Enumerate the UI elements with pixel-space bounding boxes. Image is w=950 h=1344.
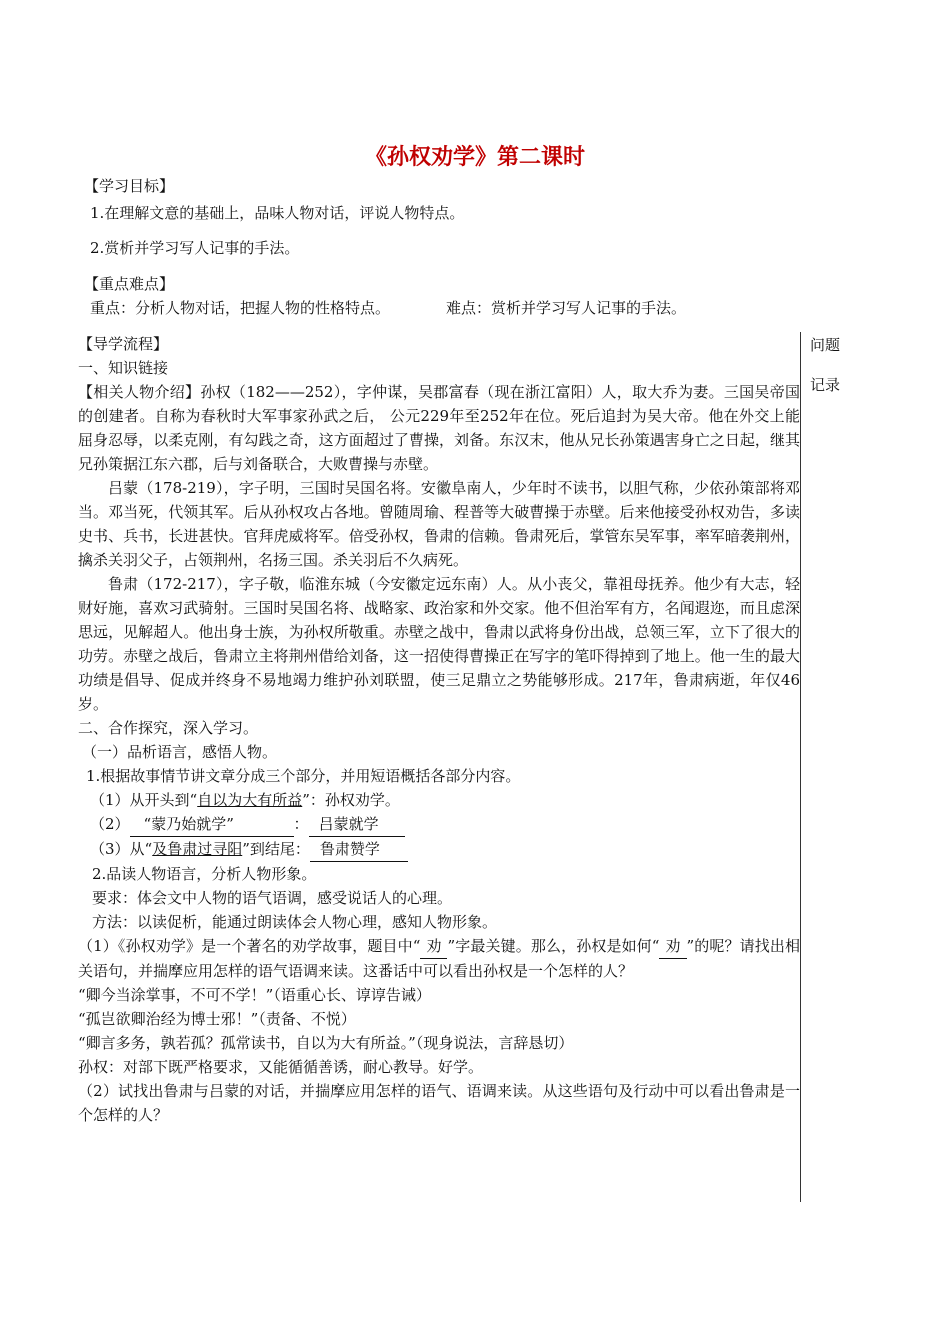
guide-section xyxy=(78,332,800,1127)
part-2-answer: 吕蒙就学 xyxy=(309,812,405,837)
bio-lu-su: 鲁肃（172-217），字子敬，临淮东城（今安徽定远东南）人。从小丧父，靠祖母抚养。他少有大志，轻财好施，喜欢习武骑射。三国时吴国名将、战略家、政治家和外交家。他不但治军有方，名闻遐迩，而且虑深思远，见解超人。他出身士族，为孙权所敬重。赤壁之战中，鲁肃以武将身份出战，总领三军，立下了很大的功劳。赤壁之战后，鲁肃立主将荆州借给刘备，这一招使得曹操正在写字的笔吓得掉到了地上。他一生的最大功绩是倡导、促成并终身不易地竭力维护孙刘联盟，使三足鼎立之势能够形成。217年，鲁肃病逝，年仅46岁。 xyxy=(78,575,800,713)
part-1 xyxy=(78,788,800,812)
section-knowledge: 一、知识链接 xyxy=(78,359,169,377)
quan-answer-1: 劝 xyxy=(420,934,447,959)
page-title: 《孙权劝学》第二课时 xyxy=(364,145,585,170)
question-1: 1.根据故事情节讲文章分成三个部分，并用短语概括各部分内容。 xyxy=(86,767,521,785)
method: 方法：以读促析，能通过朗读体会人物心理，感知人物形象。 xyxy=(92,913,498,931)
requirement: 要求：体会文中人物的语气语调，感受说话人的心理。 xyxy=(92,889,453,907)
side-label-question: 问题 xyxy=(810,336,841,354)
guide-heading: 【导学流程】 xyxy=(78,335,169,353)
part-1-summary: ”：孙权劝学。 xyxy=(302,791,400,809)
question-sun-quan-c: ”字最关键。那么，孙权是如何“ xyxy=(447,937,660,955)
question-2: 2.品读人物语言，分析人物形象。 xyxy=(92,865,317,883)
quote-2: “孤岂欲卿治经为博士邪！”（责备、不悦） xyxy=(78,1010,356,1028)
difficult-point: 难点：赏析并学习写人记事的手法。 xyxy=(446,299,687,317)
part-1-prefix: （1）从开头到“ xyxy=(90,791,198,809)
part-1-quote: 自以为大有所益 xyxy=(197,791,303,809)
quote-1: “卿今当涂掌事，不可不学！”（语重心长、谆谆告诫） xyxy=(78,986,431,1004)
part-2-prefix: （2） xyxy=(90,815,130,833)
part-2-quote: “蒙乃始就学” xyxy=(130,812,294,837)
side-label-record: 记录 xyxy=(810,376,841,394)
part-3 xyxy=(78,837,800,862)
part-2 xyxy=(78,812,800,837)
part-3-quote: 及鲁肃过寻阳 xyxy=(152,840,243,858)
part-2-colon: ： xyxy=(293,815,309,833)
quan-answer-2: 劝 xyxy=(659,934,686,959)
question-sun-quan-e: ”的呢？请找出相关语句，并揣摩应用怎样的语气语调来读。这番话中可以看出孙权是一个怎样的人？ xyxy=(78,937,801,980)
quote-3: “卿言多务，孰若孤？孤常读书，自以为大有所益。”（现身说法，言辞恳切） xyxy=(78,1034,574,1052)
objective-2: 2.赏析并学习写人记事的手法。 xyxy=(90,239,300,257)
question-lu-su: （2）试找出鲁肃与吕蒙的对话，并揣摩应用怎样的语气、语调来读。从这些语句及行动中可以看出鲁肃是一个怎样的人？ xyxy=(78,1082,800,1124)
section-explore: 二、合作探究，深入学习。 xyxy=(78,719,259,737)
question-sun-quan-a: （1）《孙权劝学》是一个著名的劝学故事，题目中“ xyxy=(78,937,421,955)
column-divider xyxy=(800,332,801,1202)
part-3-answer: 鲁肃赞学 xyxy=(310,837,408,862)
bio-lu-meng: 吕蒙（178-219），字子明，三国时吴国名将。安徽阜南人，少年时不读书，以胆气称，少依孙策部将邓当。邓当死，代领其军。后从孙权攻占各地。曾随周瑜、程普等大破曹操于赤壁。后来他接受孙权劝告，多读史书、兵书，长进甚快。官拜虎威将军。倍受孙权，鲁肃的信赖。鲁肃死后，掌管东吴军事，率军暗袭荆州，擒杀关羽父子，占领荆州，名扬三国。杀关羽后不久病死。 xyxy=(78,479,800,569)
part-3-suffix: ”到结尾： xyxy=(242,840,310,858)
sun-quan-summary: 孙权：对部下既严格要求，又能循循善诱，耐心教导。好学。 xyxy=(78,1058,484,1076)
part-3-prefix: （3）从“ xyxy=(90,840,153,858)
bio-sun-quan: 【相关人物介绍】孙权（182——252），字仲谋，吴郡富春（现在浙江富阳）人，取大乔为妻。三国吴帝国的创建者。自称为春秋时大军事家孙武之后， 公元229年至252年在位。死后追封为吴大帝。他在外交上能屈身忍辱，以柔克刚，有勾践之奇，这方面超过了曹操，刘备。东汉末，他从兄长孙策遇害身亡之日起，继其兄孙策据江东六郡，后与刘备联合，大败曹操与赤壁。 xyxy=(78,383,800,473)
keypoints-heading: 【重点难点】 xyxy=(84,275,175,293)
objective-1: 1.在理解文意的基础上，品味人物对话，评说人物特点。 xyxy=(90,204,465,222)
sub-section-language: （一）品析语言，感悟人物。 xyxy=(82,743,278,761)
key-point: 重点：分析人物对话，把握人物的性格特点。 xyxy=(90,299,391,317)
question-sun-quan xyxy=(78,934,800,983)
objectives-heading: 【学习目标】 xyxy=(84,177,175,195)
